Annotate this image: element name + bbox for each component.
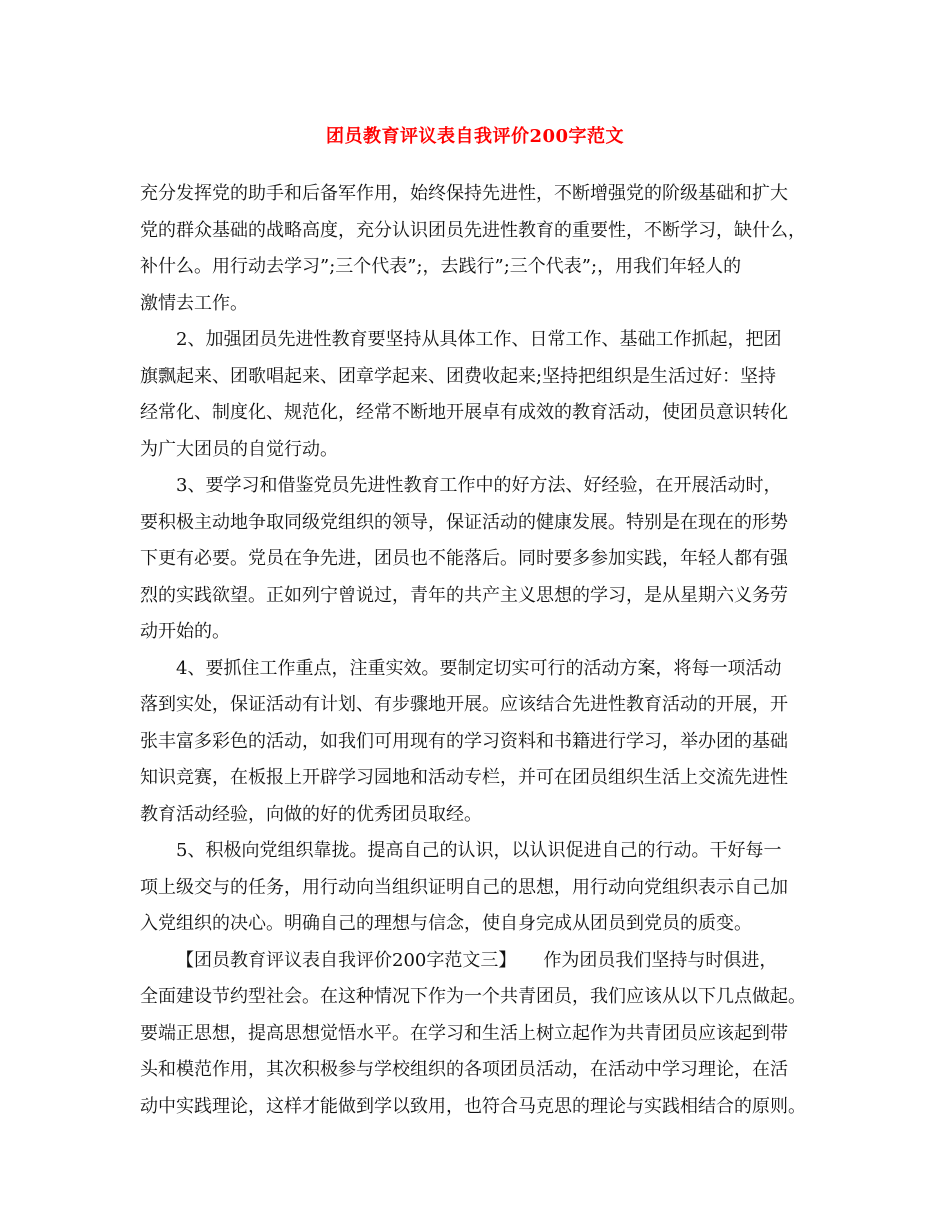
- body-line: 为广大团员的自觉行动。: [140, 438, 338, 460]
- body-line: 充分发挥党的助手和后备军作用，始终保持先进性，不断增强党的阶级基础和扩大: [140, 183, 788, 204]
- body-line: 旗飘起来、团歌唱起来、团章学起来、团费收起来;坚持把组织是生活过好：坚持: [140, 365, 777, 387]
- body-line: 知识竞赛，在板报上开辟学习园地和活动专栏，并可在团员组织生活上交流先进性: [140, 767, 788, 788]
- body-line: 要端正思想，提高思想觉悟水平。在学习和生活上树立起作为共青团员应该起到带: [140, 1022, 788, 1044]
- body-line: 落到实处，保证活动有计划、有步骤地开展。应该结合先进性教育活动的开展，开: [140, 694, 788, 715]
- body-line: 补什么。用行动去学习”;三个代表”;，去践行”;三个代表”;，用我们年轻人的: [140, 256, 742, 277]
- body-line: 教育活动经验，向做的好的优秀团员取经。: [140, 803, 482, 825]
- body-line: 4、要抓住工作重点，注重实效。要制定切实可行的活动方案，将每一项活动: [176, 657, 782, 679]
- body-line: 头和模范作用，其次积极参与学校组织的各项团员活动，在活动中学习理论，在活: [140, 1059, 788, 1080]
- body-line: 激情去工作。: [140, 292, 248, 314]
- body-line: 动中实践理论，这样才能做到学以致用，也符合马克思的理论与实践相结合的原则。: [140, 1095, 806, 1117]
- body-line: 5、积极向党组织靠拢。提高自己的认识，以认识促进自己的行动。干好每一: [176, 840, 782, 861]
- body-line: 张丰富多彩色的活动，如我们可用现有的学习资料和书籍进行学习，举办团的基础: [140, 730, 788, 752]
- body-line: 下更有必要。党员在争先进，团员也不能落后。同时要多参加实践，年轻人都有强: [140, 548, 788, 569]
- document-body: [140, 176, 830, 1125]
- body-line: 3、要学习和借鉴党员先进性教育工作中的好方法、好经验，在开展活动时，: [176, 475, 782, 496]
- body-line: 入党组织的决心。明确自己的理想与信念，使自身完成从团员到党员的质变。: [140, 913, 752, 934]
- body-line: 2、加强团员先进性教育要坚持从具体工作、日常工作、基础工作抓起，把团: [176, 329, 782, 350]
- body-line: 经常化、制度化、规范化，经常不断地开展卓有成效的教育活动，使团员意识转化: [140, 402, 788, 423]
- body-line: 烈的实践欲望。正如列宁曾说过，青年的共产主义思想的学习，是从星期六义务劳: [140, 584, 788, 606]
- body-line: 全面建设节约型社会。在这种情况下作为一个共青团员，我们应该从以下几点做起。: [140, 986, 806, 1007]
- document-title: 团员教育评议表自我评价200字范文: [325, 126, 625, 147]
- body-line: 要积极主动地争取同级党组织的领导，保证活动的健康发展。特别是在现在的形势: [140, 511, 788, 533]
- body-line: 动开始的。: [140, 621, 230, 642]
- body-line: 党的群众基础的战略高度，充分认识团员先进性教育的重要性，不断学习，缺什么，: [140, 219, 806, 241]
- body-line: 项上级交与的任务，用行动向当组织证明自己的思想，用行动向党组织表示自己加: [140, 876, 788, 898]
- body-line: 【团员教育评议表自我评价200字范文三】 作为团员我们坚持与时俱进，: [176, 949, 778, 971]
